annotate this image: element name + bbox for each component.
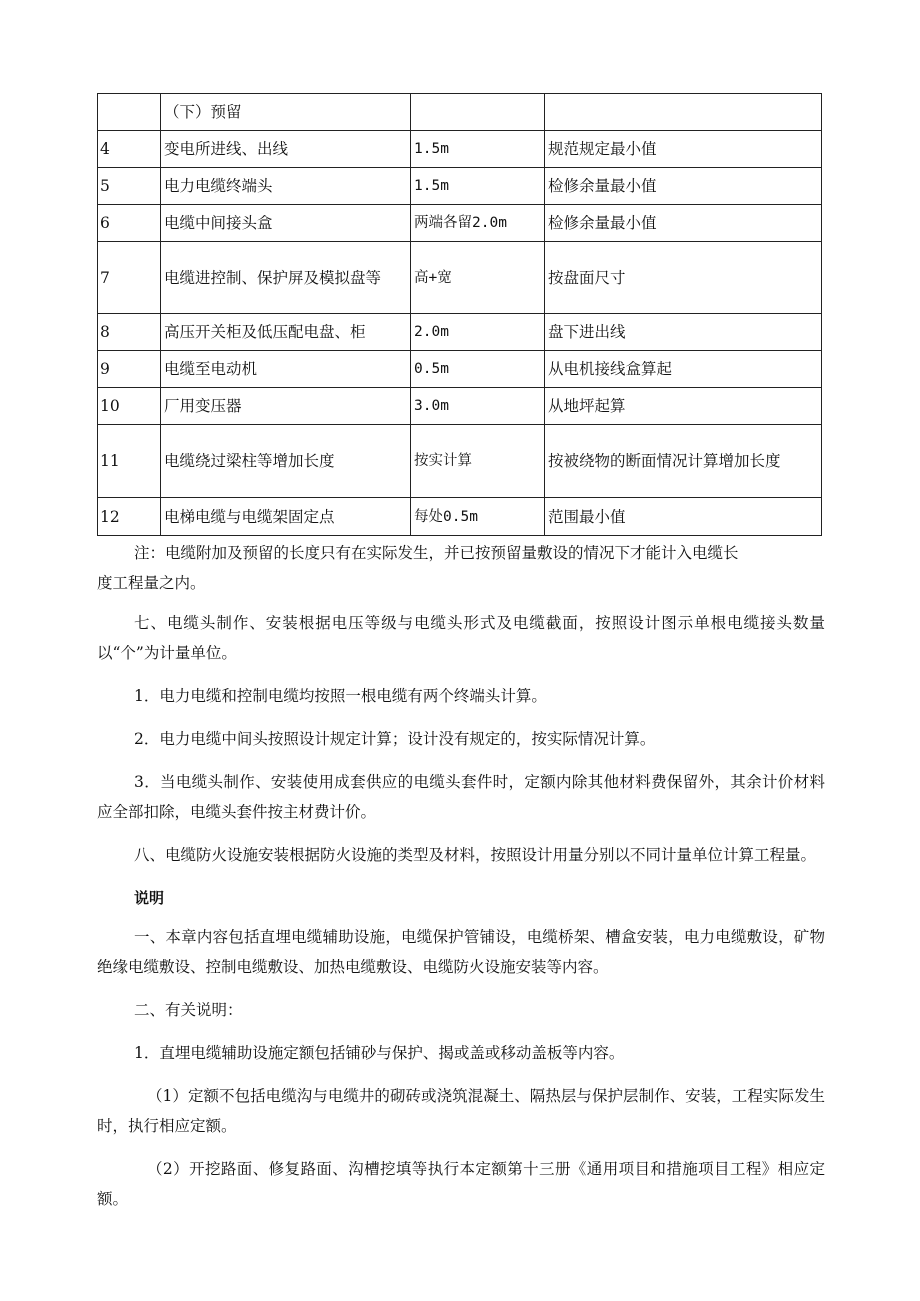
table-row (98, 425, 822, 498)
table-cell-length: 两端各留2.0m (411, 205, 545, 242)
section-7-paragraph: 七、电缆头制作、安装根据电压等级与电缆头形式及电缆截面，按照设计图示单根电缆接头数量以“个”为计量单位。 (97, 614, 825, 662)
table-cell-no: 6 (98, 205, 161, 242)
table-note: 注：电缆附加及预留的长度只有在实际发生，并已按预留量敷设的情况下才能计入电缆长度工程量之内。 (97, 544, 739, 592)
table-cell-remark: 范围最小值 (545, 498, 822, 536)
table-cell-item: 电缆至电动机 (161, 351, 411, 388)
table-row (98, 94, 822, 131)
table-row (98, 388, 822, 425)
table-cell-length: 1.5m (411, 168, 545, 205)
table-row (98, 314, 822, 351)
explanation-2-item-1-sub-2: （2）开挖路面、修复路面、沟槽挖填等执行本定额第十三册《通用项目和措施项目工程》相应定额。 (97, 1160, 825, 1208)
table-cell-length: 2.0m (411, 314, 545, 351)
table-cell-length: 按实计算 (411, 425, 545, 498)
table-cell-no: 8 (98, 314, 161, 351)
table-cell-no: 4 (98, 131, 161, 168)
table-cell-remark: 按盘面尺寸 (545, 242, 822, 314)
table-cell-item: 电缆中间接头盒 (161, 205, 411, 242)
table-cell-no: 5 (98, 168, 161, 205)
table-row (98, 351, 822, 388)
explanation-heading: 说明 (134, 889, 165, 907)
section-7-item-1: 1．电力电缆和控制电缆均按照一根电缆有两个终端头计算。 (134, 687, 547, 705)
table-row (98, 131, 822, 168)
table-cell-no: 11 (98, 425, 161, 498)
section-8-paragraph: 八、电缆防火设施安装根据防火设施的类型及材料，按照设计用量分别以不同计量单位计算工程量。 (134, 846, 817, 864)
table-cell-no: 9 (98, 351, 161, 388)
table-cell-length (411, 94, 545, 131)
cable-reserve-length-table (97, 93, 822, 536)
table-cell-no: 10 (98, 388, 161, 425)
table-cell-item: 变电所进线、出线 (161, 131, 411, 168)
explanation-2-paragraph: 二、有关说明： (134, 1001, 243, 1019)
table-cell-item: 电缆进控制、保护屏及模拟盘等 (161, 242, 411, 314)
table-cell-remark (545, 94, 822, 131)
table-cell-item: 电缆绕过梁柱等增加长度 (161, 425, 411, 498)
table-cell-remark: 从地坪起算 (545, 388, 822, 425)
table-cell-length: 3.0m (411, 388, 545, 425)
table-cell-remark: 规范规定最小值 (545, 131, 822, 168)
table-row (98, 498, 822, 536)
body-text (97, 538, 825, 1227)
table-cell-item: （下）预留 (161, 94, 411, 131)
table-cell-remark: 检修余量最小值 (545, 168, 822, 205)
table-cell-remark: 从电机接线盒算起 (545, 351, 822, 388)
table-cell-item: 电力电缆终端头 (161, 168, 411, 205)
explanation-1-paragraph: 一、本章内容包括直埋电缆辅助设施，电缆保护管铺设，电缆桥架、槽盒安装，电力电缆敷设，矿物绝缘电缆敷设、控制电缆敷设、加热电缆敷设、电缆防火设施安装等内容。 (97, 928, 825, 976)
table-cell-length: 1.5m (411, 131, 545, 168)
table-cell-remark: 检修余量最小值 (545, 205, 822, 242)
table-cell-item: 厂用变压器 (161, 388, 411, 425)
section-7-item-2: 2．电力电缆中间头按照设计规定计算；设计没有规定的，按实际情况计算。 (134, 730, 656, 748)
table-row (98, 168, 822, 205)
table-row (98, 205, 822, 242)
table-cell-remark: 盘下进出线 (545, 314, 822, 351)
explanation-2-item-1: 1．直埋电缆辅助设施定额包括铺砂与保护、揭或盖或移动盖板等内容。 (134, 1044, 625, 1062)
table-cell-no: 12 (98, 498, 161, 536)
table-cell-no (98, 94, 161, 131)
table-cell-remark: 按被绕物的断面情况计算增加长度 (545, 425, 822, 498)
table-cell-length: 高+宽 (411, 242, 545, 314)
table-cell-item: 高压开关柜及低压配电盘、柜 (161, 314, 411, 351)
table-cell-no: 7 (98, 242, 161, 314)
table-cell-length: 每处0.5m (411, 498, 545, 536)
section-7-item-3: 3．当电缆头制作、安装使用成套供应的电缆头套件时，定额内除其他材料费保留外，其余计价材料应全部扣除，电缆头套件按主材费计价。 (97, 773, 825, 821)
table-cell-item: 电梯电缆与电缆架固定点 (161, 498, 411, 536)
explanation-2-item-1-sub-1: （1）定额不包括电缆沟与电缆井的砌砖或浇筑混凝土、隔热层与保护层制作、安装，工程实际发生时，执行相应定额。 (97, 1087, 825, 1135)
table-row (98, 242, 822, 314)
table-cell-length: 0.5m (411, 351, 545, 388)
